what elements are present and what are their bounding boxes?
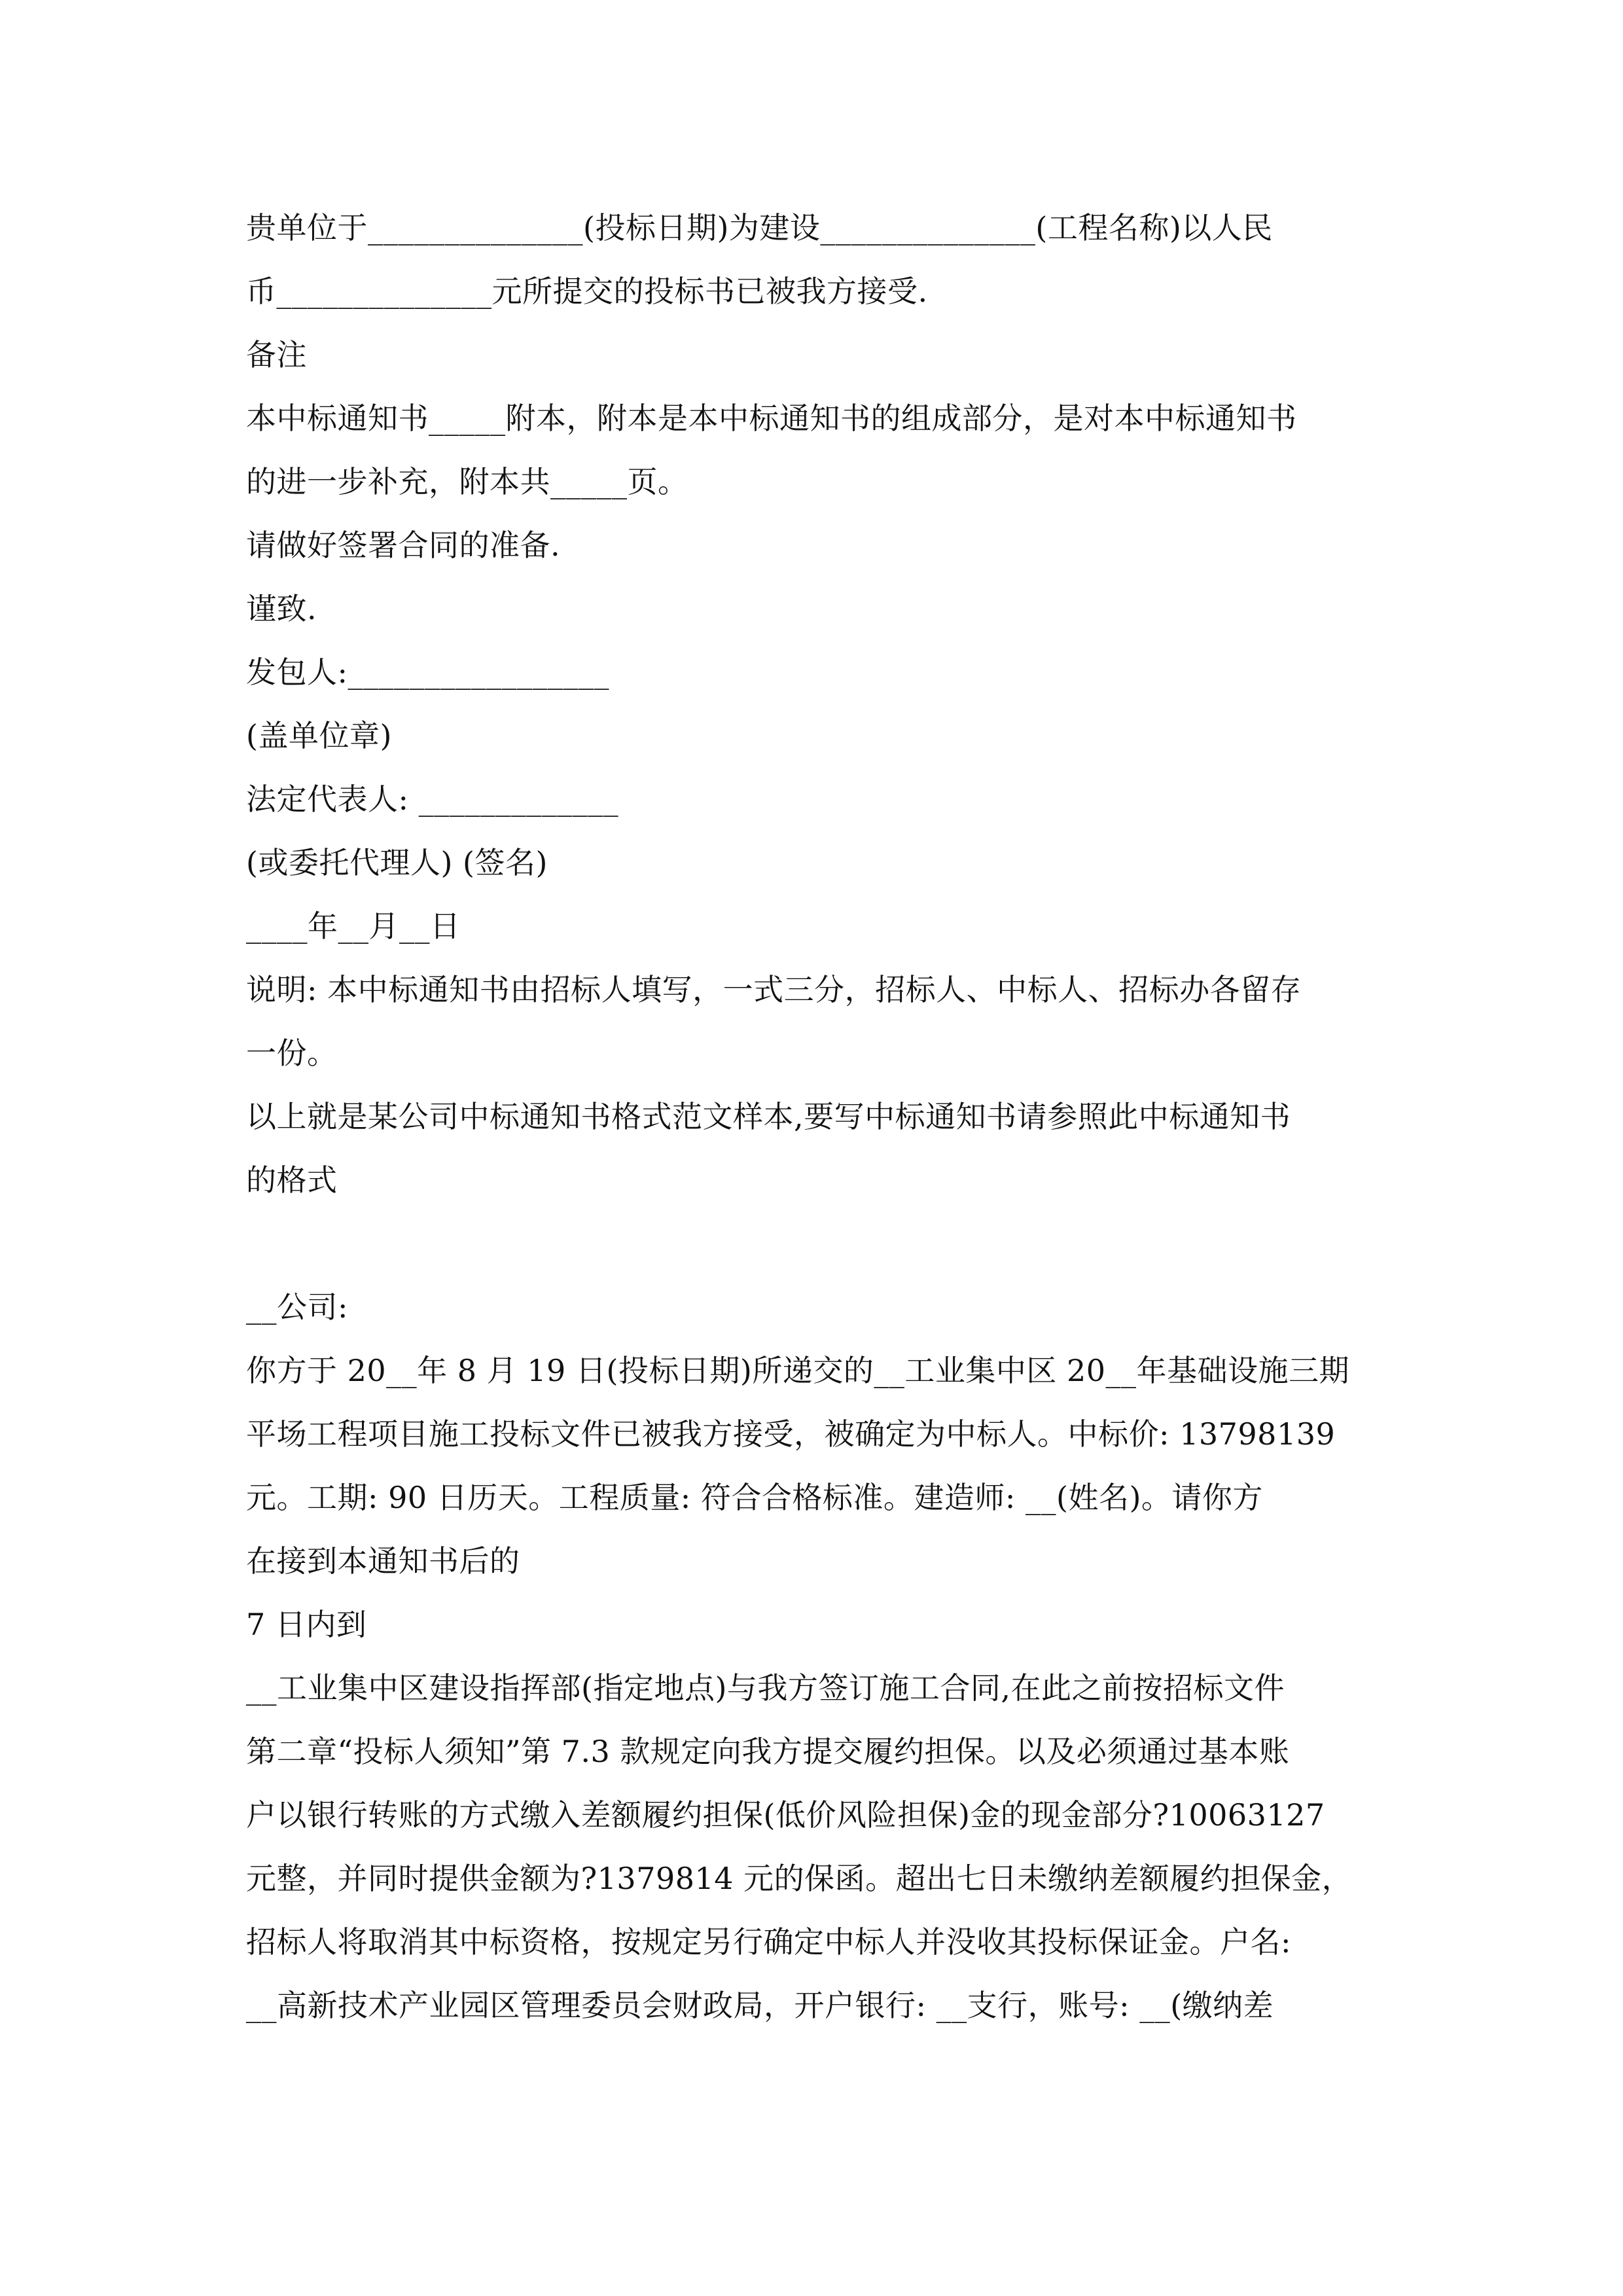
text-line: 第二章“投标人须知”第 7.3 款规定向我方提交履约担保。以及必须通过基本账 — [246, 1734, 1290, 1769]
text-line: 元整，并同时提供金额为?1379814 元的保函。超出七日未缴纳差额履约担保金， — [246, 1861, 1353, 1896]
text-line: 法定代表人: _____________ — [246, 781, 619, 817]
text-line: (盖单位章) — [246, 718, 392, 753]
text-line: 的进一步补充，附本共_____页。 — [246, 464, 688, 499]
text-line: 备注 — [246, 337, 307, 372]
text-line: 平场工程项目施工投标文件已被我方接受，被确定为中标人。中标价: 13798139 — [246, 1416, 1336, 1452]
text-line: ____年__月__日 — [246, 908, 461, 944]
text-line: 本中标通知书_____附本，附本是本中标通知书的组成部分，是对本中标通知书 — [246, 401, 1297, 436]
text-line: 谨致. — [246, 591, 317, 626]
text-line: 说明: 本中标通知书由招标人填写，一式三分，招标人、中标人、招标办各留存 — [246, 972, 1302, 1007]
text-line: 招标人将取消其中标资格，按规定另行确定中标人并没收其投标保证金。户名: — [246, 1924, 1291, 1960]
text-line: 币______________元所提交的投标书已被我方接受. — [246, 274, 928, 309]
text-line: 元。工期: 90 日历天。工程质量: 符合合格标准。建造师: __(姓名)。请你方 — [246, 1480, 1263, 1515]
text-line: 7 日内到 — [246, 1607, 367, 1642]
paragraph-gap — [246, 1212, 1385, 1276]
text-line: 你方于 20__年 8 月 19 日(投标日期)所递交的__工业集中区 20__年基础设施三期 — [246, 1353, 1349, 1388]
text-line: (或委托代理人) (签名) — [246, 845, 548, 880]
text-line: __高新技术产业园区管理委员会财政局，开户银行: __支行，账号: __(缴纳差 — [246, 1988, 1274, 2023]
text-line: 以上就是某公司中标通知书格式范文样本,要写中标通知书请参照此中标通知书 — [246, 1099, 1291, 1134]
text-line: __公司: — [246, 1289, 348, 1325]
text-line: 户以银行转账的方式缴入差额履约担保(低价风险担保)金的现金部分?10063127 — [246, 1797, 1325, 1833]
text-line: 在接到本通知书后的 — [246, 1543, 520, 1579]
text-line: 的格式 — [246, 1162, 338, 1198]
document-page — [246, 196, 1385, 2037]
text-line: 贵单位于______________(投标日期)为建设______________(工程名称)以人民 — [246, 210, 1273, 245]
text-line: 一份。 — [246, 1035, 338, 1071]
text-line: 发包人:_________________ — [246, 655, 609, 690]
text-line: 请做好签署合同的准备. — [246, 528, 561, 563]
text-line: __工业集中区建设指挥部(指定地点)与我方签订施工合同,在此之前按招标文件 — [246, 1670, 1285, 1706]
